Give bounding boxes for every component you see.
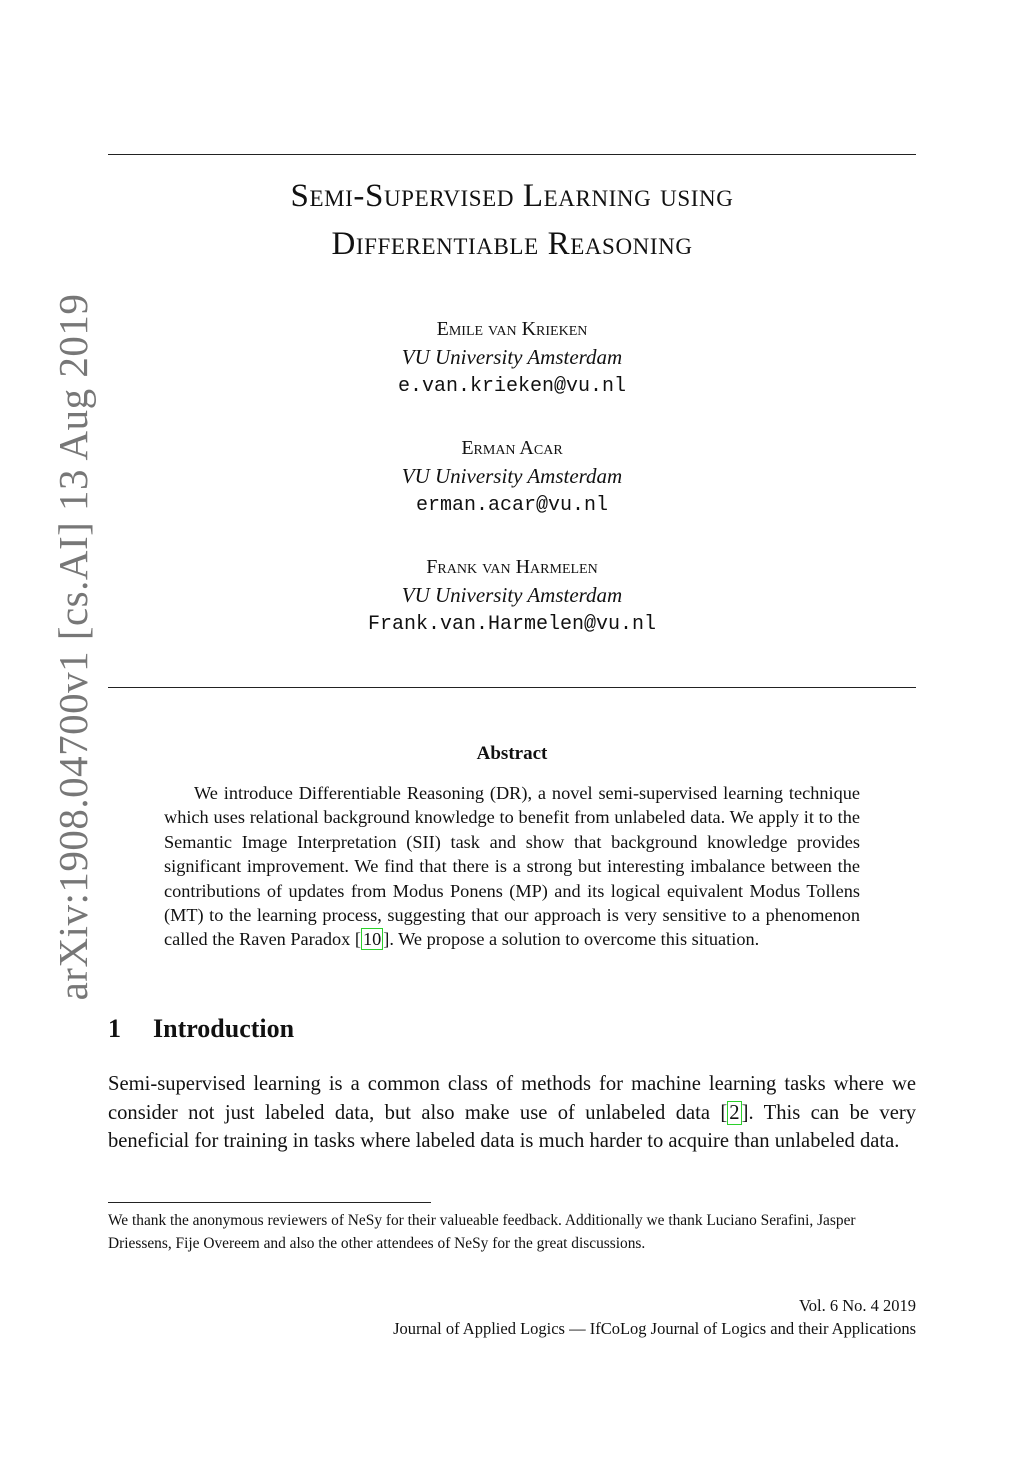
- abstract-text: [164, 781, 860, 952]
- author-block-3: [108, 553, 916, 639]
- arxiv-side-stamp: arXiv:1908.04700v1 [cs.AI] 13 Aug 2019: [50, 293, 96, 1001]
- intro-paragraph: [108, 1070, 916, 1156]
- citation-link[interactable]: 2: [729, 1101, 740, 1124]
- author-block-2: [108, 434, 916, 520]
- author-name: Frank van Harmelen: [426, 556, 598, 578]
- author-email[interactable]: Frank.van.Harmelen@vu.nl: [367, 613, 657, 636]
- title-line-1: Semi-Supervised Learning using: [290, 178, 734, 214]
- section-heading: [108, 1014, 294, 1044]
- journal-name: Journal of Applied Logics — IfCoLog Journal of Logics and their Applications: [393, 1319, 916, 1338]
- paragraph-text-part: ]. This can be very beneficial for training in tasks where labeled data is much harder to acquire than unlabeled data.: [108, 1101, 916, 1152]
- abstract-text-part: We introduce Differentiable Reasoning (DR), a novel semi-supervised learning technique which uses relational background knowledge to benefit from unlabeled data. We apply it to the Semantic Image Interpretation (SII) task and show that background knowledge provides significant improvement. We find that there is a strong but interesting imbalance between the contributions of updates from Modus Ponens (MP) and its logical equivalent Modus Tollens (MT) to the learning process, suggesting that our approach is very sensitive to a phenomenon called the Raven Paradox [: [164, 783, 860, 950]
- abstract-text-part: ]. We propose a solution to overcome this situation.: [383, 929, 760, 950]
- section-number: 1: [108, 1014, 121, 1043]
- footnote: We thank the anonymous reviewers of NeSy for their valueable feedback. Additionally we thank Luciano Serafini, Jasper Driessens, Fije Overeem and also the other attendees of NeSy for the great discussions.: [108, 1212, 856, 1252]
- author-affiliation: VU University Amsterdam: [401, 345, 623, 369]
- author-block-1: [108, 315, 916, 401]
- header-bottom-rule: [108, 687, 916, 688]
- author-email[interactable]: erman.acar@vu.nl: [415, 494, 609, 517]
- volume-info: Vol. 6 No. 4 2019: [798, 1296, 916, 1315]
- top-rule: [108, 154, 916, 155]
- author-affiliation: VU University Amsterdam: [401, 464, 623, 488]
- author-affiliation: VU University Amsterdam: [401, 583, 623, 607]
- author-name: Emile van Krieken: [436, 318, 588, 340]
- abstract-heading: Abstract: [476, 743, 548, 764]
- citation-link[interactable]: 10: [362, 929, 382, 950]
- author-name: Erman Acar: [461, 437, 563, 459]
- author-email[interactable]: e.van.krieken@vu.nl: [397, 375, 627, 398]
- paper-title: [108, 172, 916, 268]
- title-line-2: Differentiable Reasoning: [331, 226, 693, 262]
- footnote-rule: [108, 1202, 431, 1203]
- paragraph-text-part: Semi-supervised learning is a common class of methods for machine learning tasks where we consider not just labeled data, but also make use of unlabeled data [: [108, 1073, 916, 1124]
- section-title: Introduction: [153, 1014, 295, 1043]
